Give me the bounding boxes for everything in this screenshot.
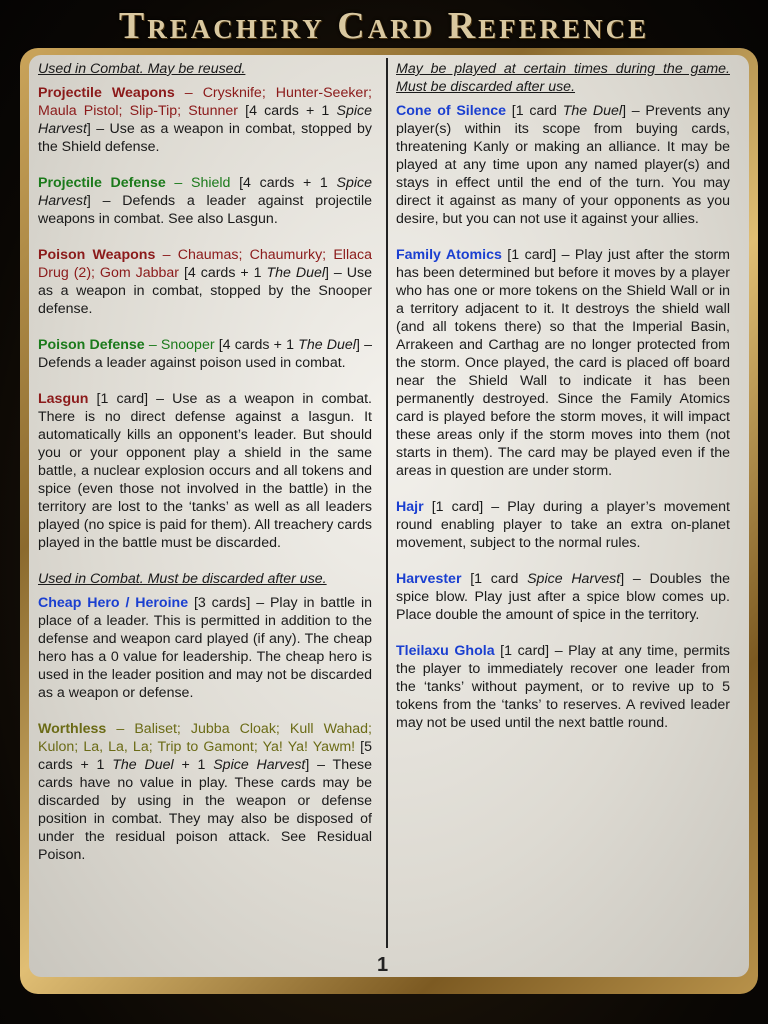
card-text: Prevents any player(s) within its scope from buying cards, threatening Kanly or making an alliance. It may be played at any time upon any named player(s) and stays in effect until the end of the turn. You may direct it against as many of your opponents as you desire, but you can not use it against your allies. bbox=[396, 103, 730, 227]
card-count-end: ] – bbox=[620, 571, 650, 587]
card-count-end: ] – bbox=[305, 757, 333, 773]
card-name: Cone of Silence bbox=[396, 103, 507, 119]
entry-harvester bbox=[396, 570, 730, 624]
expansion-name: The Duel bbox=[298, 337, 356, 353]
card-name: Cheap Hero / Heroine bbox=[38, 595, 189, 611]
card-name: Tleilaxu Ghola bbox=[396, 643, 495, 659]
card-count: [4 cards + 1 bbox=[230, 175, 337, 191]
card-name: Poison Defense bbox=[38, 337, 145, 353]
card-name: Family Atomics bbox=[396, 247, 502, 263]
card-list: Snooper bbox=[160, 337, 215, 353]
dash: – bbox=[155, 247, 178, 263]
page-title: Treachery Card Reference bbox=[118, 5, 650, 47]
expansion-name: The Duel bbox=[562, 103, 623, 119]
dash: – bbox=[144, 337, 161, 353]
card-name: Worthless bbox=[38, 721, 107, 737]
expansion-name: Spice Harvest bbox=[38, 175, 372, 209]
dash: – bbox=[165, 175, 191, 191]
card-list: Shield bbox=[190, 175, 231, 191]
page-number: 1 bbox=[377, 954, 389, 976]
expansion-name: Spice Harvest bbox=[38, 103, 372, 137]
card-text: [1 card] – Play during a player’s movement round enabling player to take an extra on-planet movement, subject to the normal rules. bbox=[396, 499, 730, 551]
entry-worthless bbox=[38, 720, 372, 864]
column-divider bbox=[386, 58, 388, 948]
card-count: [5 cards + 1 bbox=[38, 739, 372, 773]
expansion-name: The Duel bbox=[112, 757, 174, 773]
entry-lasgun bbox=[38, 390, 372, 552]
card-text: Use as a weapon in combat, stopped by the Shield defense. bbox=[38, 121, 372, 155]
card-count-end: ] – bbox=[86, 193, 123, 209]
right-column bbox=[396, 60, 730, 750]
entry-family-atomics bbox=[396, 246, 730, 480]
card-text: Doubles the spice blow. Play just after a spice blow comes up. Place double the amount of spice in the territory. bbox=[396, 571, 731, 623]
section-heading-reusable: Used in Combat. May be reused. bbox=[38, 61, 246, 77]
card-name: Projectile Weapons bbox=[38, 85, 175, 101]
card-name: Hajr bbox=[396, 499, 424, 515]
section-heading-discard: Used in Combat. Must be discarded after use. bbox=[38, 571, 327, 587]
card-count-mid: + 1 bbox=[173, 757, 214, 773]
entry-poison-defense bbox=[38, 336, 372, 372]
card-count: [4 cards + 1 bbox=[237, 103, 337, 119]
entry-projectile-defense bbox=[38, 174, 372, 228]
card-text: These cards have no value in play. These cards may be discarded by using in the weapon or defense position in combat. They may also be disposed of under the residual poison attack. See Residual Poison. bbox=[38, 757, 372, 863]
expansion-name: Spice Harvest bbox=[527, 571, 621, 587]
card-count: [1 card bbox=[461, 571, 528, 587]
entry-tleilaxu-ghola bbox=[396, 642, 730, 732]
entry-cheap-hero bbox=[38, 594, 372, 702]
card-count-end: ] – bbox=[86, 121, 110, 137]
card-count-end: ] – bbox=[355, 337, 372, 353]
dash: – bbox=[174, 85, 203, 101]
card-count-end: ] – bbox=[325, 265, 347, 281]
card-list: Crysknife; Hunter-Seeker; Maula Pistol; Slip-Tip; Stunner bbox=[38, 85, 372, 119]
entry-hajr bbox=[396, 498, 730, 552]
entry-cone-of-silence bbox=[396, 102, 730, 228]
card-list: Baliset; Jubba Cloak; Kull Wahad; Kulon; La, La, La; Trip to Gamont; Ya! Ya! Yawm! bbox=[38, 721, 372, 755]
card-count: [4 cards + 1 bbox=[214, 337, 299, 353]
dash: – bbox=[106, 721, 135, 737]
left-column bbox=[38, 60, 372, 882]
card-text: [1 card] – Play just after the storm has been determined but before it moves by a player who has one or more tokens on the Shield Wall or in a territory adjacent to it. It destroys the shield wall (and all tokens there) so that the Imperial Basin, Arrakeen and Carthag are no longer protected from the storm. Once played, the card is placed off board near the Shield Wall to indicate it has been permanently destroyed. Since the Family Atomics card is played before the storm moves, it will impact these areas only if the storm moves into them (not starts in them). The card may be played even if the areas in question are under storm. bbox=[396, 247, 730, 479]
expansion-name: The Duel bbox=[266, 265, 326, 281]
card-count: [4 cards + 1 bbox=[179, 265, 267, 281]
card-text: [3 cards] – Play in battle in place of a leader. This is permitted in addition to the defense and weapon card played (if any). The cheap hero has a 0 value for leadership. The cheap hero is used in the leader position and may not be discarded as a weapon or defense. bbox=[38, 595, 372, 701]
card-name: Harvester bbox=[396, 571, 462, 587]
card-name: Poison Weapons bbox=[38, 247, 156, 263]
entry-projectile-weapons bbox=[38, 84, 372, 156]
expansion-name: Spice Harvest bbox=[213, 757, 306, 773]
card-text: [1 card] – Play at any time, permits the player to immediately recover one leader from the ‘tanks’ without payment, or to revive up to 5 tokens from the ‘tanks’ to reserves. A revived leader may not be used until the next battle round. bbox=[396, 643, 730, 731]
card-name: Projectile Defense bbox=[38, 175, 166, 191]
card-text: Defends a leader against projectile weapons in combat. See also Lasgun. bbox=[38, 193, 372, 227]
card-text: Defends a leader against poison used in combat. bbox=[38, 355, 346, 371]
card-count: [1 card bbox=[506, 103, 563, 119]
section-heading-timed: May be played at certain times during the game. Must be discarded after use. bbox=[396, 61, 730, 95]
card-name: Lasgun bbox=[38, 391, 89, 407]
card-text: Use as a weapon in combat, stopped by the Snooper defense. bbox=[38, 265, 372, 317]
entry-poison-weapons bbox=[38, 246, 372, 318]
card-list: Chaumas; Chaumurky; Ellaca Drug (2); Gom Jabbar bbox=[38, 247, 372, 281]
card-count-end: ] – bbox=[622, 103, 646, 119]
card-text: [1 card] – Use as a weapon in combat. There is no direct defense against a lasgun. It automatically kills an opponent’s leader. But should you or your opponent play a shield in the same battle, a nuclear explosion occurs and all tokens and spice (even those not involved in the battle) in the territory are lost to the ‘tanks’ as well as all leaders played (no spice is paid for them). All treachery cards played in the battle must be discarded. bbox=[38, 391, 372, 551]
